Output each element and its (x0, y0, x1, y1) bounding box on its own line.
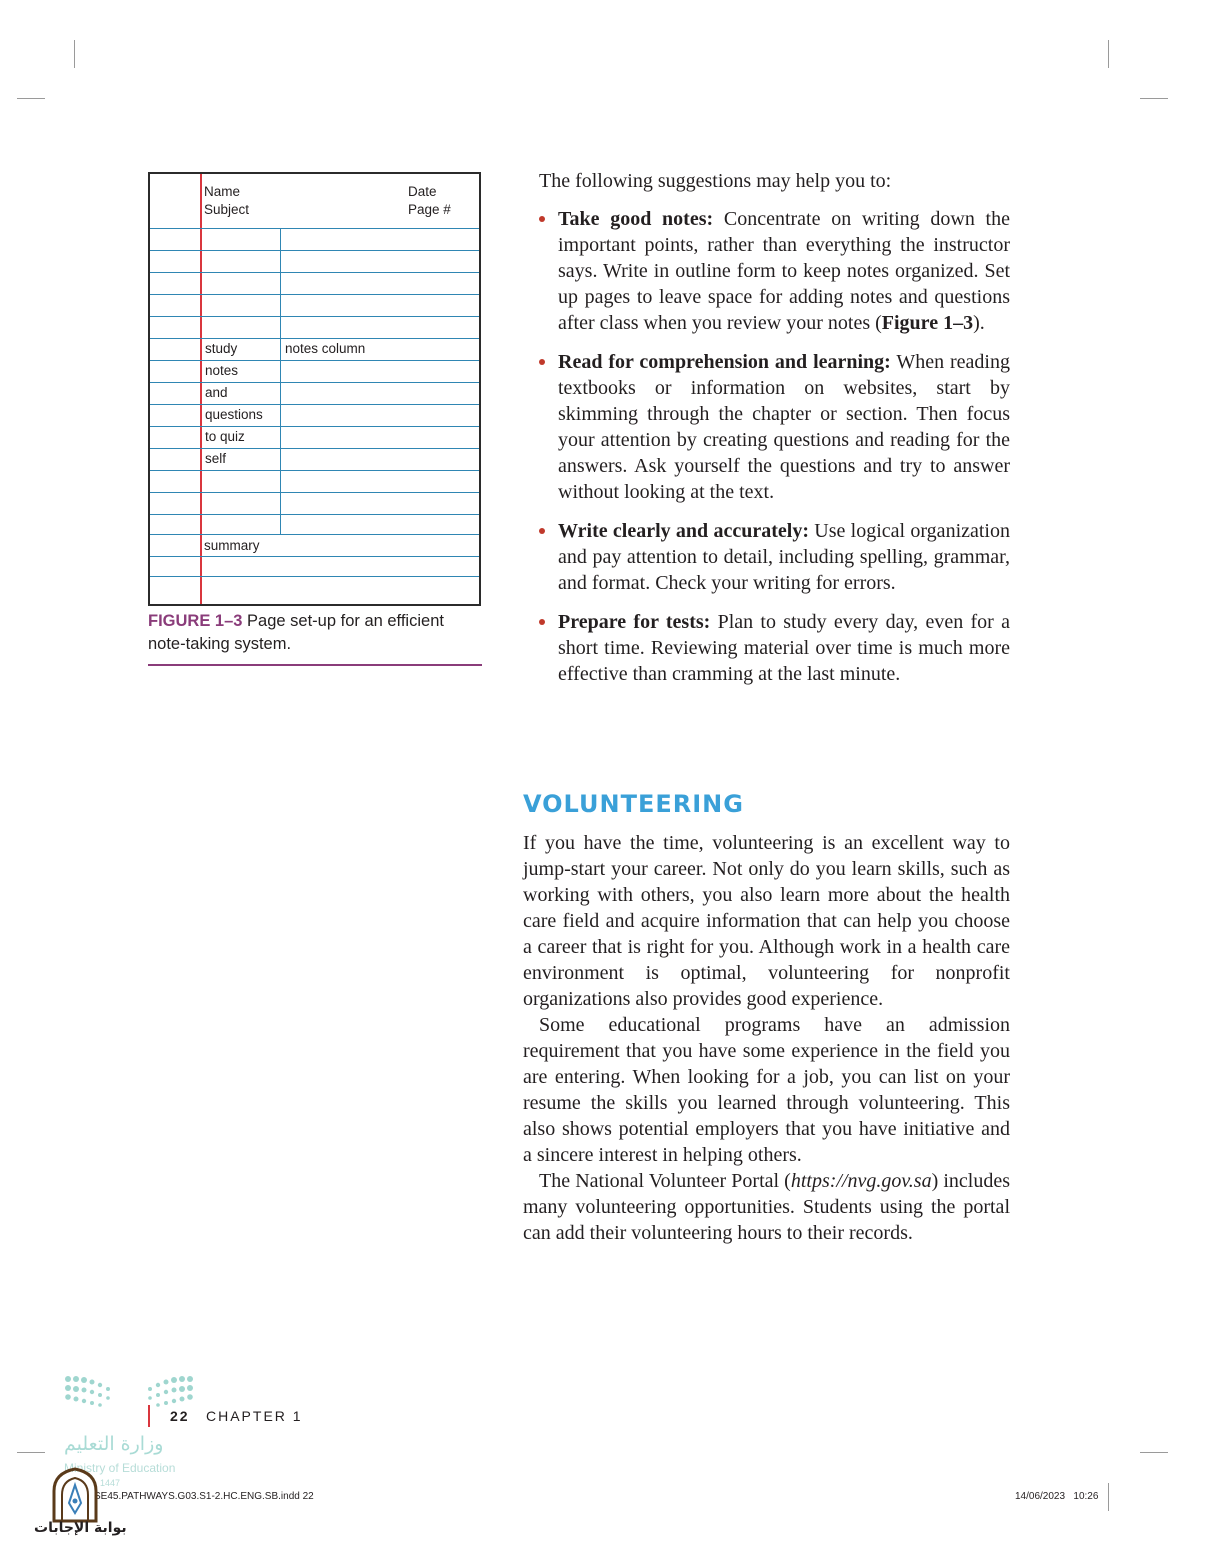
ruled-line (150, 470, 479, 471)
cue-label: questions (205, 407, 263, 422)
cue-label: study (205, 341, 238, 356)
bullet-text: Concentrate on writing down the important points, rather than everything the instructor says. Write in outline form to keep notes organized. Set up pages to leave space for adding notes and questions after class when you review your notes ( (558, 208, 1010, 334)
ruled-line (150, 404, 479, 405)
bullet-item (539, 206, 1010, 336)
bullet-text: Use logical organization and pay attention to detail, including spelling, grammar, and format. Check your writing for errors. (558, 520, 1010, 594)
chapter-label: CHAPTER 1 (206, 1408, 303, 1424)
gateway-logo-icon (48, 1467, 102, 1523)
cue-label: and (205, 385, 228, 400)
ruled-line (150, 556, 479, 557)
bullet-title: Prepare for tests: (558, 611, 711, 633)
bullet-dot (539, 619, 545, 625)
crop-mark (1108, 40, 1109, 68)
bullet-dot (539, 528, 545, 534)
bullet-dot (539, 359, 545, 365)
bullet-text: When reading textbooks or information on websites, start by skimming through the chapter or section. Then focus your attention by creating questions and reading for the answers. Ask yourself the questions and try to answer without looking at the text. (558, 351, 1010, 503)
paragraph-text: ) includes many volunteering opportunities. Students using the portal can add their volunteering hours to their records. (523, 1170, 1010, 1244)
print-timestamp: 14/06/2023 10:26 (1015, 1491, 1099, 1502)
file-slug: SE45.PATHWAYS.G03.S1-2.HC.ENG.SB.indd 22 (94, 1491, 314, 1502)
crop-mark (74, 40, 75, 68)
crop-mark (17, 1452, 45, 1453)
ministry-year: 1447 (100, 1478, 121, 1488)
header-page-label: Page # (408, 202, 451, 217)
crop-mark (17, 98, 45, 99)
ruled-line (150, 294, 479, 295)
bullet-dot (539, 216, 545, 222)
page-number-bar (148, 1405, 150, 1427)
ruled-line (150, 382, 479, 383)
bullet-item (539, 518, 1010, 596)
cue-label: to quiz (205, 429, 245, 444)
header-name-label: Name (204, 184, 241, 199)
ruled-line (150, 250, 479, 251)
figure-caption (148, 610, 483, 656)
section-heading: VOLUNTEERING (523, 790, 744, 818)
ruled-line (150, 426, 479, 427)
header-subject-label: Subject (204, 202, 250, 217)
paragraph: If you have the time, volunteering is an excellent way to jump-start your career. Not only do you learn skills, such as working with others, you also learn more about the health care field and acquire information that can help you choose a career that is right for you. Although work in a health care environment is optimal, volunteering for nonprofit organizations also provides good experience. (523, 832, 1010, 1010)
cue-label: self (205, 451, 227, 466)
ruled-line (150, 228, 479, 229)
ruled-line (150, 534, 479, 535)
paragraph: Some educational programs have an admission requirement that you have some experience in the field you are entering. When looking for a job, you can list on your resume the skills you learned through volunteering. This also shows potential employers that you have initiative and a sincere interest in helping others. (523, 1014, 1010, 1166)
cue-column-divider (280, 228, 281, 534)
header-date-label: Date (408, 184, 437, 199)
paragraph-text: The National Volunteer Portal ( (539, 1170, 791, 1192)
intro-text: The following suggestions may help you to: (539, 170, 892, 192)
margin-line (200, 174, 202, 604)
caption-rule (148, 664, 482, 666)
crop-mark (1140, 98, 1168, 99)
ministry-arabic-name: وزارة التعليم (64, 1433, 164, 1455)
volunteering-body (523, 830, 1010, 1246)
figure-caption-text: Page set-up for an efficient note-taking system. (148, 612, 444, 653)
ruled-line (150, 360, 479, 361)
ministry-english-name: Ministry of Education (64, 1461, 176, 1475)
bullet-item (539, 349, 1010, 505)
bullet-text-tail: ). (973, 312, 985, 334)
watermark-text: بوابة الإجابات (34, 1520, 127, 1536)
ruled-line (150, 514, 479, 515)
bullet-title: Read for comprehension and learning: (558, 351, 891, 373)
ruled-line (150, 448, 479, 449)
ruled-line (150, 338, 479, 339)
notes-column-label: notes column (285, 341, 366, 356)
portal-link[interactable]: https://nvg.gov.sa (790, 1170, 932, 1192)
suggestions-block (539, 168, 1010, 700)
page-number: 22 (170, 1408, 190, 1424)
ruled-line (150, 272, 479, 273)
bullet-item (539, 609, 1010, 687)
bullet-title: Write clearly and accurately: (558, 520, 809, 542)
ruled-line (150, 316, 479, 317)
summary-label: summary (204, 538, 260, 553)
crop-mark (1140, 1452, 1168, 1453)
paragraph (523, 1168, 1010, 1246)
bullet-title: Take good notes: (558, 208, 714, 230)
cue-label: notes (205, 363, 239, 378)
bullet-text: Plan to study every day, even for a short time. Reviewing material over time is much more effective than cramming at the last minute. (558, 611, 1010, 685)
figure-number: FIGURE 1–3 (148, 612, 243, 630)
ruled-line (150, 492, 479, 493)
figure-reference: Figure 1–3 (881, 312, 974, 334)
crop-mark (1108, 1483, 1109, 1511)
note-taking-figure (148, 172, 481, 606)
ruled-line (150, 576, 479, 577)
